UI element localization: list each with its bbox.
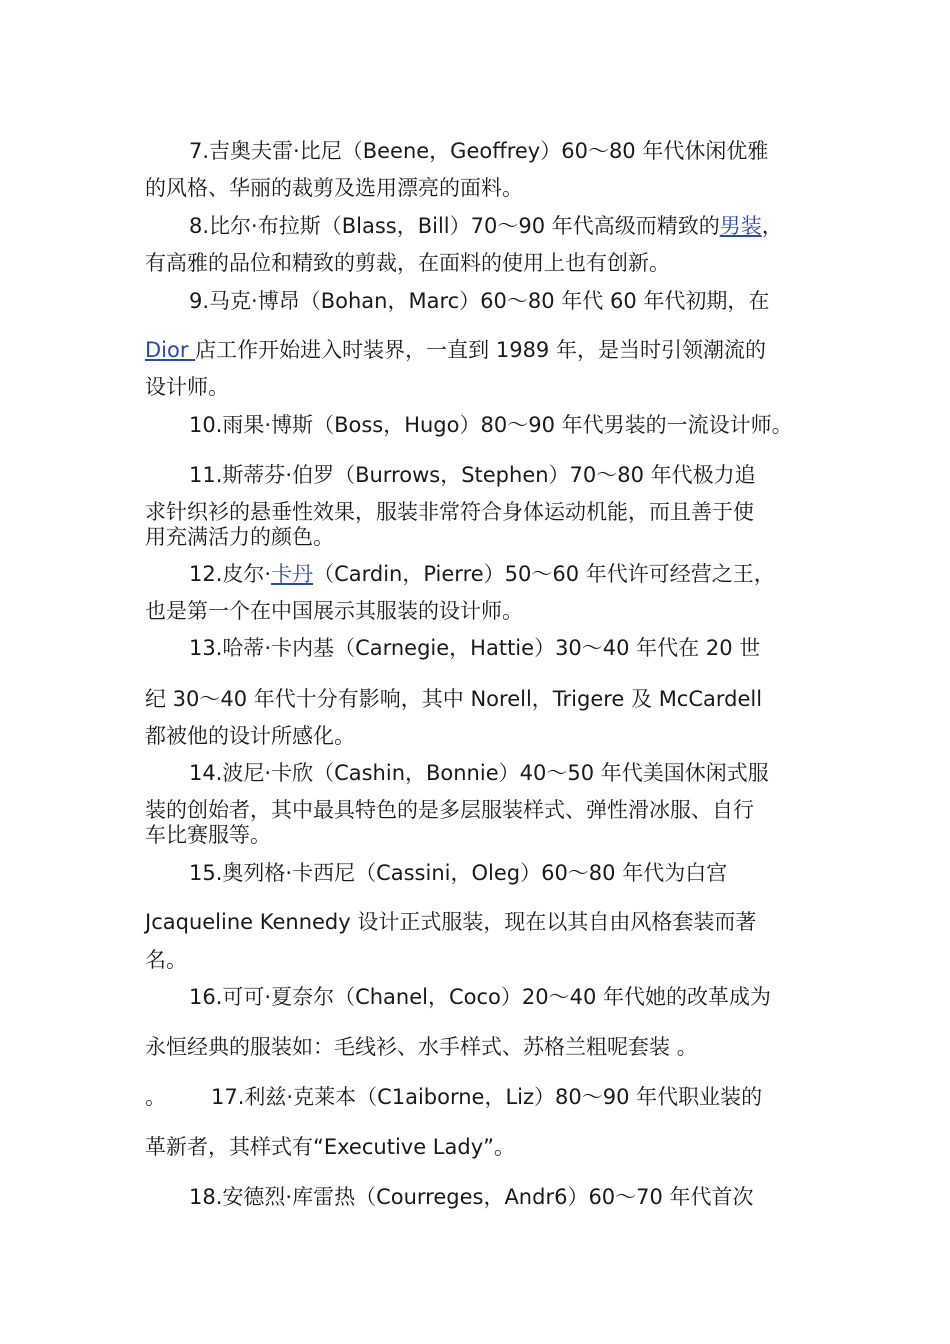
entry-14-line-2: 装的创始者，其中最具特色的是多层服装样式、弹性滑冰服、自行	[145, 798, 754, 822]
entry-17-lead-mark: 。	[145, 1085, 166, 1109]
link-cardin[interactable]: 卡丹	[271, 562, 314, 586]
entry-8-line-2: 有高雅的品位和精致的剪裁，在面料的使用上也有创新。	[145, 251, 670, 275]
entry-17-line-2: 革新者，其样式有“Executive Lady”。	[145, 1135, 516, 1159]
entry-13-line-3: 都被他的设计所感化。	[145, 724, 355, 748]
entry-18-line-1: 18.安德烈·库雷热（Courreges，Andr6）60～70 年代首次	[189, 1185, 754, 1209]
entry-9-line-2	[145, 334, 766, 364]
entry-12-text-after: （Cardin，Pierre）50～60 年代许可经营之王，	[313, 562, 775, 586]
entry-15-line-2: Jcaqueline Kennedy 设计正式服装，现在以其自由风格套装而著	[145, 910, 757, 934]
entry-7-line-2: 的风格、华丽的裁剪及选用漂亮的面料。	[145, 176, 523, 200]
entry-10-line-1: 10.雨果·博斯（Boss，Hugo）80～90 年代男装的一流设计师。	[189, 413, 793, 437]
entry-14-line-1: 14.波尼·卡欣（Cashin，Bonnie）40～50 年代美国休闲式服	[189, 761, 769, 785]
entry-15-line-1: 15.奥列格·卡西尼（Cassini，Oleg）60～80 年代为白宫	[189, 861, 728, 885]
entry-8-line-1	[189, 210, 783, 240]
entry-8-text: 8.比尔·布拉斯（Blass，Bill）70～90 年代高级而精致的	[189, 214, 720, 238]
entry-15-line-3: 名。	[145, 948, 187, 972]
entry-12-line-2: 也是第一个在中国展示其服装的设计师。	[145, 599, 523, 623]
entry-13-line-2: 纪 30～40 年代十分有影响，其中 Norell，Trigere 及 McCardell	[145, 687, 763, 711]
link-menswear[interactable]: 男装	[719, 214, 762, 238]
entry-14-line-3: 车比赛服等。	[145, 823, 271, 847]
entry-9-line-3: 设计师。	[145, 375, 229, 399]
entry-8-text-after: ，	[761, 214, 783, 238]
entry-11-line-1: 11.斯蒂芬·伯罗（Burrows，Stephen）70～80 年代极力追	[189, 463, 756, 487]
entry-16-line-1: 16.可可·夏奈尔（Chanel，Coco）20～40 年代她的改革成为	[189, 985, 771, 1009]
link-dior[interactable]: Dior	[145, 338, 196, 362]
entry-13-line-1: 13.哈蒂·卡内基（Carnegie，Hattie）30～40 年代在 20 世	[189, 636, 761, 660]
entry-7-line-1: 7.吉奥夫雷·比尼（Beene，Geoffrey）60～80 年代休闲优雅	[189, 139, 769, 163]
entry-12-text: 12.皮尔·	[189, 562, 272, 586]
entry-16-line-2: 永恒经典的服装如：毛线衫、水手样式、苏格兰粗呢套装 。	[145, 1035, 698, 1059]
entry-9-text: 店工作开始进入时装界，一直到 1989 年，是当时引领潮流的	[195, 338, 766, 362]
entry-17-line-1: 17.利兹·克莱本（C1aiborne，Liz）80～90 年代职业装的	[211, 1085, 763, 1109]
entry-12-line-1	[189, 558, 775, 588]
entry-9-line-1: 9.马克·博昂（Bohan，Marc）60～80 年代 60 年代初期，在	[189, 289, 770, 313]
entry-11-line-3: 用充满活力的颜色。	[145, 525, 334, 549]
entry-11-line-2: 求针织衫的悬垂性效果，服装非常符合身体运动机能，而且善于使	[145, 500, 754, 524]
